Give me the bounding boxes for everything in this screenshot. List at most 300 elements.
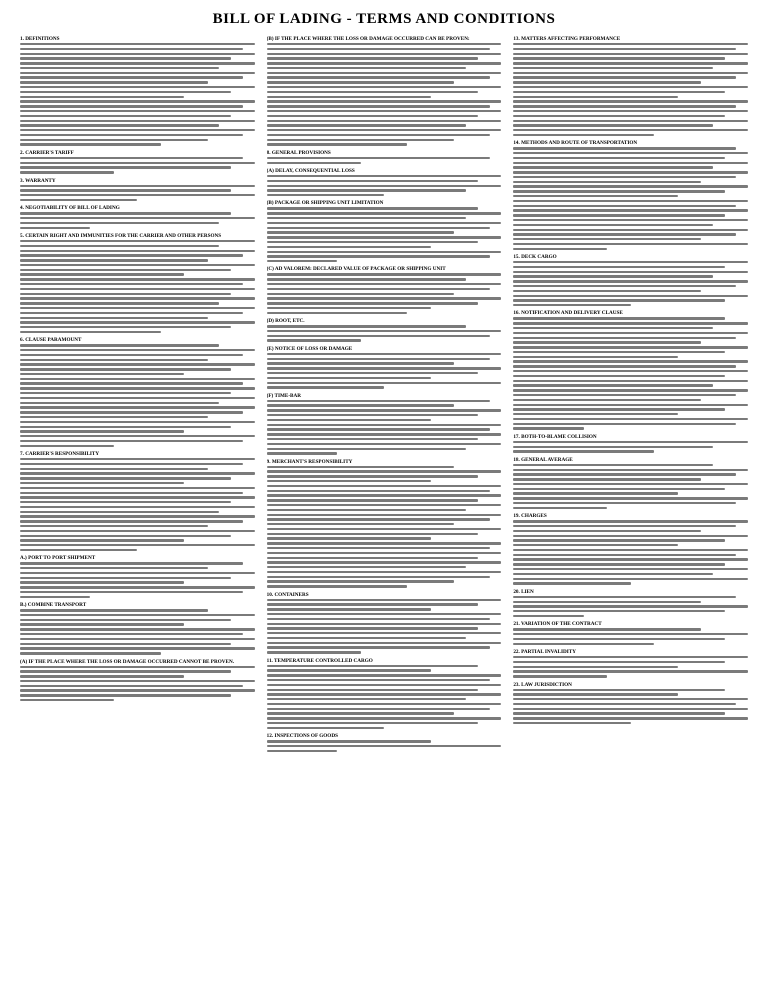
text-line — [267, 382, 502, 384]
clause-heading: 9. MERCHANT'S RESPONSIBILITY — [266, 458, 353, 465]
clause — [20, 659, 255, 702]
text-line — [267, 523, 455, 525]
text-line — [513, 633, 748, 635]
text-line — [20, 501, 231, 503]
text-line — [267, 576, 490, 578]
text-line — [20, 591, 243, 593]
text-line — [513, 124, 712, 126]
text-line — [267, 470, 502, 472]
text-line — [513, 53, 748, 55]
text-line — [513, 394, 736, 396]
text-line — [20, 680, 255, 682]
text-line — [513, 492, 677, 494]
text-line — [513, 76, 736, 78]
text-line — [267, 684, 502, 686]
text-line — [267, 452, 337, 454]
text-line — [267, 110, 502, 112]
text-line — [513, 483, 748, 485]
text-line — [513, 67, 712, 69]
clause — [513, 649, 748, 678]
clause-body-text — [20, 562, 255, 598]
text-line — [20, 189, 231, 191]
text-line — [267, 312, 408, 314]
text-line — [20, 307, 255, 309]
text-line — [513, 162, 748, 164]
text-line — [20, 633, 243, 635]
text-line — [513, 238, 701, 240]
text-line — [20, 312, 243, 314]
text-line — [267, 689, 478, 691]
text-line — [20, 596, 90, 598]
text-line — [513, 643, 654, 645]
text-line — [267, 722, 478, 724]
text-line — [513, 558, 748, 560]
text-line — [513, 43, 748, 45]
clause — [513, 254, 748, 306]
text-line — [513, 134, 654, 136]
text-line — [513, 450, 654, 452]
clause-heading: 20. LIEN — [513, 588, 534, 595]
text-line — [20, 416, 208, 418]
clause-body-text — [267, 740, 502, 752]
text-line — [20, 48, 243, 50]
text-line — [267, 251, 502, 253]
text-line — [20, 572, 255, 574]
text-line — [267, 185, 502, 187]
clause — [267, 200, 502, 262]
text-line — [513, 322, 748, 324]
text-line — [513, 596, 736, 598]
clause-body-text — [513, 464, 748, 509]
text-line — [20, 76, 243, 78]
clause-heading: 11. TEMPERATURE CONTROLLED CARGO — [266, 657, 373, 664]
clause — [513, 457, 748, 509]
text-line — [513, 582, 630, 584]
text-line — [513, 205, 736, 207]
text-line — [20, 577, 231, 579]
text-line — [267, 485, 502, 487]
text-line — [267, 494, 502, 496]
text-line — [513, 105, 736, 107]
text-line — [267, 115, 478, 117]
text-line — [267, 712, 455, 714]
text-line — [267, 637, 466, 639]
text-line — [267, 273, 502, 275]
text-line — [267, 499, 478, 501]
text-line — [513, 473, 736, 475]
text-line — [267, 81, 455, 83]
clause-heading: 16. NOTIFICATION AND DELIVERY CLAUSE — [513, 310, 623, 317]
text-line — [267, 353, 502, 355]
text-line — [267, 533, 478, 535]
text-line — [513, 195, 677, 197]
text-line — [513, 601, 701, 603]
terms-columns — [20, 36, 748, 991]
text-line — [20, 586, 255, 588]
text-line — [513, 365, 736, 367]
clause-body-text — [513, 656, 748, 678]
text-line — [267, 603, 478, 605]
text-line — [513, 638, 724, 640]
text-line — [513, 337, 736, 339]
text-line — [513, 563, 724, 565]
clause — [513, 682, 748, 725]
text-line — [267, 222, 502, 224]
terms-column-left — [20, 36, 255, 991]
text-line — [267, 335, 490, 337]
text-line — [267, 528, 502, 530]
clause-body-text — [513, 43, 748, 136]
clause-body-text — [267, 400, 502, 455]
text-line — [20, 240, 255, 242]
text-line — [267, 212, 502, 214]
text-line — [513, 539, 724, 541]
text-line — [513, 271, 748, 273]
text-line — [513, 554, 736, 556]
text-line — [267, 414, 478, 416]
text-line — [513, 181, 701, 183]
text-line — [267, 623, 502, 625]
text-line — [20, 638, 255, 640]
clause — [267, 592, 502, 654]
text-line — [513, 530, 701, 532]
text-line — [513, 722, 630, 724]
text-line — [513, 346, 748, 348]
text-line — [267, 139, 455, 141]
text-line — [513, 304, 630, 306]
text-line — [267, 297, 502, 299]
text-line — [513, 568, 748, 570]
text-line — [513, 48, 736, 50]
text-line — [20, 378, 255, 380]
clause — [267, 658, 502, 730]
text-line — [267, 404, 455, 406]
text-line — [20, 482, 184, 484]
clause-heading: 14. METHODS AND ROUTE OF TRANSPORTATION — [513, 140, 638, 147]
text-line — [20, 392, 231, 394]
text-line — [267, 157, 490, 159]
text-line — [20, 511, 219, 513]
clause — [513, 310, 748, 429]
text-line — [20, 530, 255, 532]
clause-heading: 23. LAW JURISDICTION — [513, 681, 572, 688]
text-line — [513, 656, 748, 658]
text-line — [513, 229, 748, 231]
text-line — [20, 321, 255, 323]
clause-body-text — [513, 441, 748, 453]
clause-heading: 19. CHARGES — [513, 513, 547, 520]
clause-body-text — [267, 599, 502, 654]
text-line — [267, 255, 490, 257]
clause-body-text — [267, 273, 502, 314]
text-line — [513, 708, 748, 710]
clause — [267, 168, 502, 197]
clause-heading: 17. BOTH-TO-BLAME COLLISION — [513, 433, 597, 440]
text-line — [267, 57, 478, 59]
text-line — [20, 143, 161, 145]
text-line — [20, 72, 255, 74]
text-line — [267, 367, 502, 369]
text-line — [513, 615, 583, 617]
text-line — [513, 91, 724, 93]
text-line — [513, 266, 724, 268]
text-line — [267, 669, 431, 671]
text-line — [267, 646, 490, 648]
clause-body-text — [267, 325, 502, 342]
text-line — [20, 368, 231, 370]
text-line — [267, 480, 431, 482]
text-line — [267, 325, 466, 327]
terms-column-middle — [267, 36, 502, 991]
text-line — [267, 708, 490, 710]
text-line — [513, 384, 712, 386]
text-line — [20, 487, 255, 489]
text-line — [513, 72, 748, 74]
clause — [267, 36, 502, 146]
text-line — [20, 166, 231, 168]
text-line — [513, 209, 748, 211]
clause-heading: B.) COMBINE TRANSPORT — [20, 602, 87, 609]
text-line — [513, 341, 701, 343]
text-line — [20, 435, 255, 437]
text-line — [513, 200, 748, 202]
clause — [20, 178, 255, 202]
clause-heading: 22. PARTIAL INVALIDITY — [513, 648, 576, 655]
clause-body-text — [513, 261, 748, 306]
text-line — [267, 189, 466, 191]
text-line — [20, 259, 208, 261]
text-line — [20, 171, 114, 173]
text-line — [267, 518, 490, 520]
text-line — [267, 632, 502, 634]
text-line — [267, 613, 502, 615]
text-line — [20, 288, 255, 290]
text-line — [267, 217, 466, 219]
text-line — [513, 497, 748, 499]
text-line — [20, 331, 161, 333]
text-line — [513, 478, 701, 480]
text-line — [20, 406, 255, 408]
clause-heading: 12. INSPECTIONS OF GOODS — [266, 733, 338, 740]
text-line — [267, 43, 502, 45]
text-line — [513, 520, 748, 522]
text-line — [513, 399, 701, 401]
text-line — [20, 515, 255, 517]
text-line — [20, 544, 255, 546]
text-line — [513, 464, 712, 466]
clause-heading: 8. GENERAL PROVISIONS — [266, 149, 331, 156]
clause — [20, 36, 255, 146]
text-line — [267, 703, 502, 705]
text-line — [20, 91, 231, 93]
text-line — [20, 581, 184, 583]
text-line — [513, 375, 724, 377]
clause — [20, 451, 255, 551]
text-line — [267, 76, 490, 78]
text-line — [513, 176, 736, 178]
text-line — [20, 217, 255, 219]
text-line — [267, 91, 478, 93]
text-line — [267, 339, 361, 341]
text-line — [267, 443, 502, 445]
text-line — [513, 370, 748, 372]
text-line — [20, 269, 231, 271]
text-line — [267, 129, 502, 131]
text-line — [267, 100, 502, 102]
clause-heading: (F) TIME-BAR — [266, 392, 301, 399]
clause-body-text — [513, 596, 748, 618]
text-line — [513, 446, 712, 448]
text-line — [20, 349, 255, 351]
clause — [267, 459, 502, 588]
text-line — [513, 423, 736, 425]
text-line — [20, 96, 184, 98]
text-line — [513, 57, 724, 59]
text-line — [20, 120, 255, 122]
clause-heading: (D) ROOT, ETC. — [266, 318, 305, 325]
text-line — [513, 418, 748, 420]
text-line — [20, 623, 184, 625]
text-line — [267, 278, 466, 280]
text-line — [267, 86, 502, 88]
text-line — [513, 147, 736, 149]
text-line — [20, 293, 231, 295]
text-line — [20, 689, 255, 691]
text-line — [267, 207, 478, 209]
text-line — [20, 525, 208, 527]
text-line — [20, 86, 255, 88]
text-line — [20, 647, 255, 649]
text-line — [20, 302, 219, 304]
text-line — [267, 448, 466, 450]
text-line — [20, 363, 255, 365]
text-line — [513, 62, 748, 64]
text-line — [267, 246, 431, 248]
text-line — [267, 236, 502, 238]
text-line — [267, 419, 431, 421]
text-line — [513, 404, 748, 406]
text-line — [513, 332, 748, 334]
text-line — [267, 475, 478, 477]
clause-body-text — [20, 609, 255, 654]
text-line — [267, 542, 502, 544]
clause — [20, 602, 255, 654]
clause-heading: 10. CONTAINERS — [266, 591, 309, 598]
text-line — [20, 359, 208, 361]
text-line — [267, 618, 490, 620]
clause-body-text — [267, 466, 502, 588]
text-line — [20, 139, 208, 141]
text-line — [513, 275, 712, 277]
text-line — [513, 157, 724, 159]
text-line — [513, 698, 748, 700]
text-line — [267, 400, 490, 402]
text-line — [267, 288, 490, 290]
text-line — [267, 490, 490, 492]
text-line — [513, 285, 736, 287]
text-line — [20, 685, 243, 687]
text-line — [267, 693, 502, 695]
text-line — [20, 100, 255, 102]
text-line — [513, 290, 701, 292]
text-line — [513, 427, 583, 429]
text-line — [513, 408, 724, 410]
text-line — [267, 330, 502, 332]
text-line — [513, 703, 736, 705]
text-line — [513, 120, 748, 122]
text-line — [267, 302, 478, 304]
clause-heading: (B) IF THE PLACE WHERE THE LOSS OR DAMAGE OCCURRED CAN BE PROVEN: — [266, 36, 470, 42]
clause-heading: 13. MATTERS AFFECTING PERFORMANCE — [513, 36, 621, 42]
text-line — [513, 605, 748, 607]
clause — [267, 150, 502, 164]
text-line — [20, 278, 255, 280]
clause — [20, 337, 255, 447]
text-line — [267, 698, 466, 700]
text-line — [513, 380, 748, 382]
text-line — [267, 466, 455, 468]
clause-heading: 3. WARRANTY — [20, 177, 56, 184]
text-line — [20, 162, 255, 164]
clause-body-text — [513, 689, 748, 725]
text-line — [513, 261, 748, 263]
clause-body-text — [513, 147, 748, 250]
text-line — [20, 421, 255, 423]
text-line — [513, 610, 724, 612]
text-line — [267, 283, 502, 285]
text-line — [513, 243, 748, 245]
clause-body-text — [267, 157, 502, 164]
text-line — [20, 652, 161, 654]
text-line — [267, 514, 502, 516]
text-line — [513, 488, 724, 490]
document-title: BILL OF LADING - TERMS AND CONDITIONS — [212, 11, 556, 27]
text-line — [267, 561, 502, 563]
text-line — [20, 492, 243, 494]
clause-heading: A.) PORT TO PORT SHIPMENT — [20, 555, 96, 562]
clause-heading: 15. DECK CARGO — [513, 254, 557, 261]
text-line — [20, 666, 255, 668]
clause — [513, 589, 748, 618]
text-line — [20, 67, 219, 69]
text-line — [513, 670, 748, 672]
text-line — [513, 675, 607, 677]
text-line — [20, 463, 243, 465]
text-line — [267, 48, 490, 50]
text-line — [267, 53, 502, 55]
text-line — [20, 472, 255, 474]
clause-heading: 1. DEFINITIONS — [20, 36, 60, 42]
text-line — [513, 469, 748, 471]
text-line — [267, 679, 490, 681]
clause-body-text — [20, 157, 255, 174]
clause-heading: 5. CERTAIN RIGHT AND IMMUNITIES FOR THE CARRIER AND OTHER PERSONS — [20, 233, 222, 239]
text-line — [20, 567, 208, 569]
text-line — [513, 712, 724, 714]
text-line — [513, 360, 748, 362]
clause-heading: 4. NEGOTIABILITY OF BILL OF LADING — [20, 205, 120, 212]
clause — [513, 513, 748, 585]
text-line — [20, 354, 243, 356]
clause — [513, 621, 748, 645]
clause-body-text — [20, 344, 255, 447]
text-line — [513, 190, 724, 192]
text-line — [513, 573, 712, 575]
text-line — [267, 557, 478, 559]
text-line — [20, 185, 255, 187]
text-line — [267, 580, 455, 582]
clause-body-text — [513, 628, 748, 645]
